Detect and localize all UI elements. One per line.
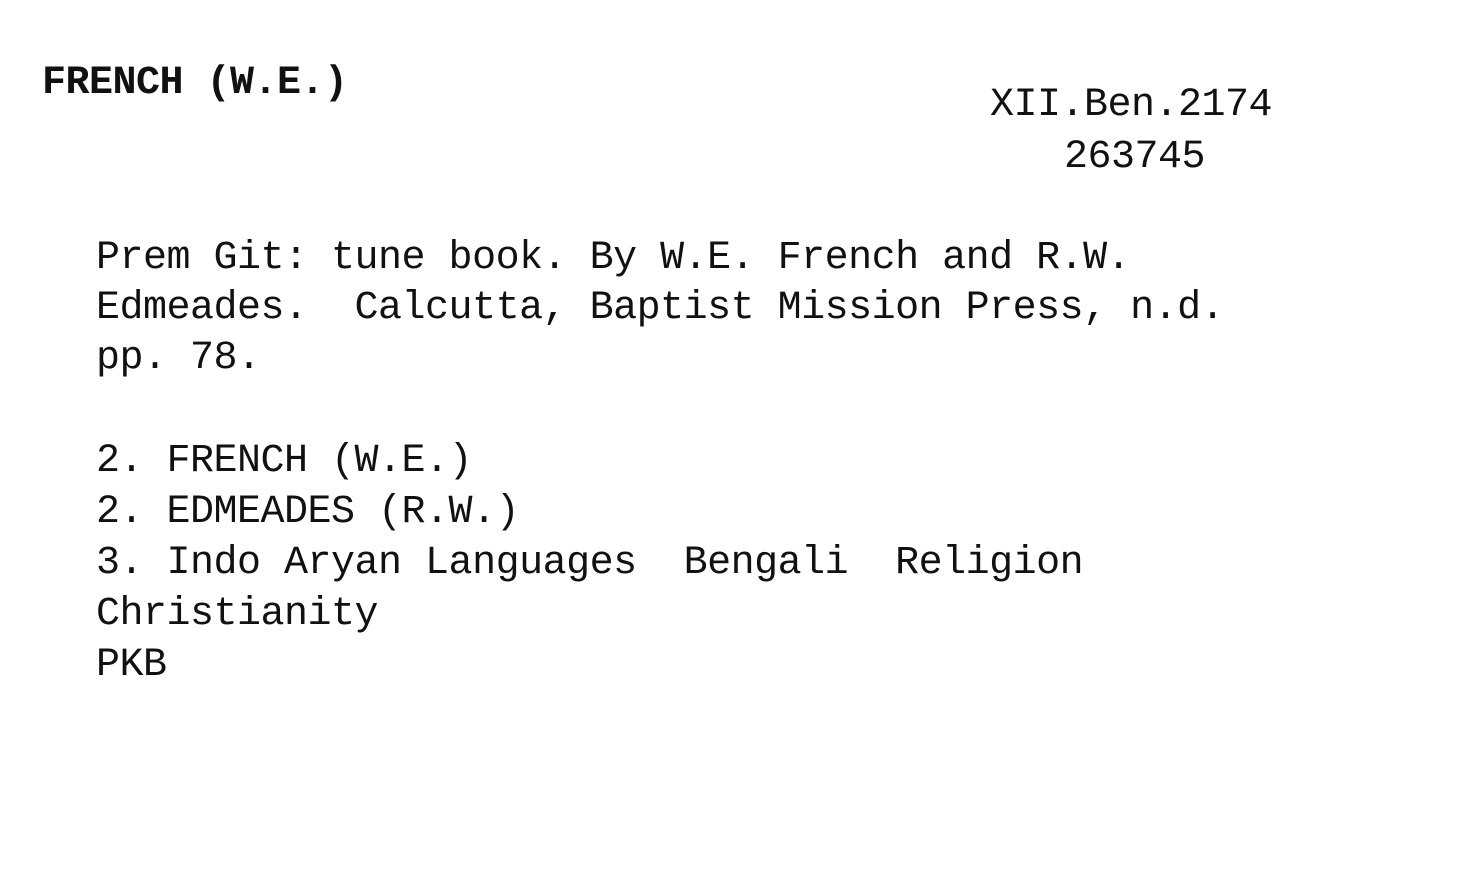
shelfmark: XII.Ben.2174 xyxy=(990,83,1273,128)
added-entries xyxy=(96,436,1083,691)
entry-line: PKB xyxy=(96,643,167,688)
entry-line: 2. EDMEADES (R.W.) xyxy=(96,490,520,535)
entry-line: 2. FRENCH (W.E.) xyxy=(96,439,473,484)
accession-number: 263745 xyxy=(1064,135,1206,180)
bibliographic-description xyxy=(96,234,1224,384)
card-heading: FRENCH (W.E.) xyxy=(42,61,348,106)
description-line: Edmeades. Calcutta, Baptist Mission Press, n.d. xyxy=(96,286,1225,331)
description-line: Prem Git: tune book. By W.E. French and R.W. xyxy=(96,236,1131,281)
entry-line: Christianity xyxy=(96,592,379,637)
description-line: pp. 78. xyxy=(96,336,261,381)
entry-line: 3. Indo Aryan Languages Bengali Religion xyxy=(96,541,1084,586)
